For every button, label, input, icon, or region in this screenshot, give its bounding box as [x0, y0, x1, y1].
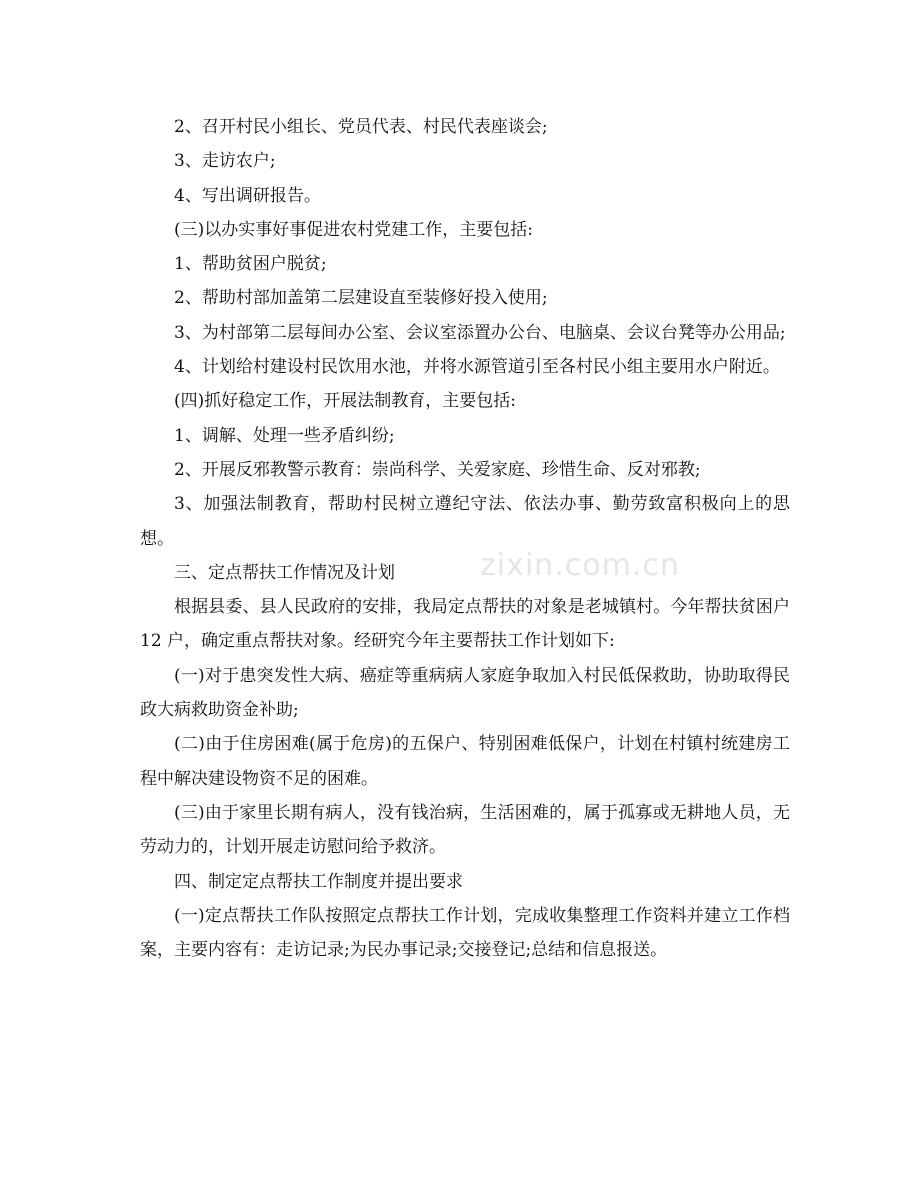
paragraph: 3、走访农户; [174, 151, 276, 172]
paragraph: (二)由于住房困难(属于危房)的五保户、特别困难低保户，计划在村镇村统建房工程中解决建设物资不足的困难。 [140, 734, 790, 789]
section-heading: (三)以办实事好事促进农村党建工作，主要包括: [174, 219, 533, 240]
paragraph: 4、计划给村建设村民饮用水池，并将水源管道引至各村民小组主要用水户附近。 [174, 357, 780, 378]
paragraph: 根据县委、县人民政府的安排，我局定点帮扶的对象是老城镇村。今年帮扶贫困户 12 户，确定重点帮扶对象。经研究今年主要帮扶工作计划如下: [140, 597, 790, 652]
section-heading: 四、制定定点帮扶工作制度并提出要求 [174, 871, 463, 892]
paragraph: (一)对于患突发性大病、癌症等重病病人家庭争取加入村民低保救助，协助取得民政大病救助资金补助; [140, 665, 790, 721]
paragraph: 3、为村部第二层每间办公室、会议室添置办公台、电脑桌、会议台凳等办公用品; [174, 322, 786, 343]
paragraph: 3、加强法制教育，帮助村民树立遵纪守法、依法办事、勤劳致富积极向上的思想。 [140, 494, 790, 549]
paragraph: 4、写出调研报告。 [174, 185, 321, 206]
watermark: zixin.com.cn [480, 548, 680, 583]
document-body [140, 110, 790, 967]
paragraph: 1、帮助贫困户脱贫; [174, 254, 327, 275]
paragraph: (一)定点帮扶工作队按照定点帮扶工作计划，完成收集整理工作资料并建立工作档案，主要内容有：走访记录;为民办事记录;交接登记;总结和信息报送。 [140, 905, 790, 961]
section-heading: (四)抓好稳定工作，开展法制教育，主要包括: [174, 391, 516, 412]
paragraph: 2、开展反邪教警示教育：崇尚科学、关爱家庭、珍惜生命、反对邪教; [174, 459, 701, 480]
paragraph: (三)由于家里长期有病人，没有钱治病，生活困难的，属于孤寡或无耕地人员，无劳动力的，计划开展走访慰问给予救济。 [140, 802, 790, 858]
section-heading: 三、定点帮扶工作情况及计划 [174, 562, 395, 583]
paragraph: 2、帮助村部加盖第二层建设直至装修好投入使用; [174, 288, 548, 309]
paragraph: 2、召开村民小组长、党员代表、村民代表座谈会; [174, 117, 548, 137]
paragraph: 1、调解、处理一些矛盾纠纷; [174, 425, 395, 446]
